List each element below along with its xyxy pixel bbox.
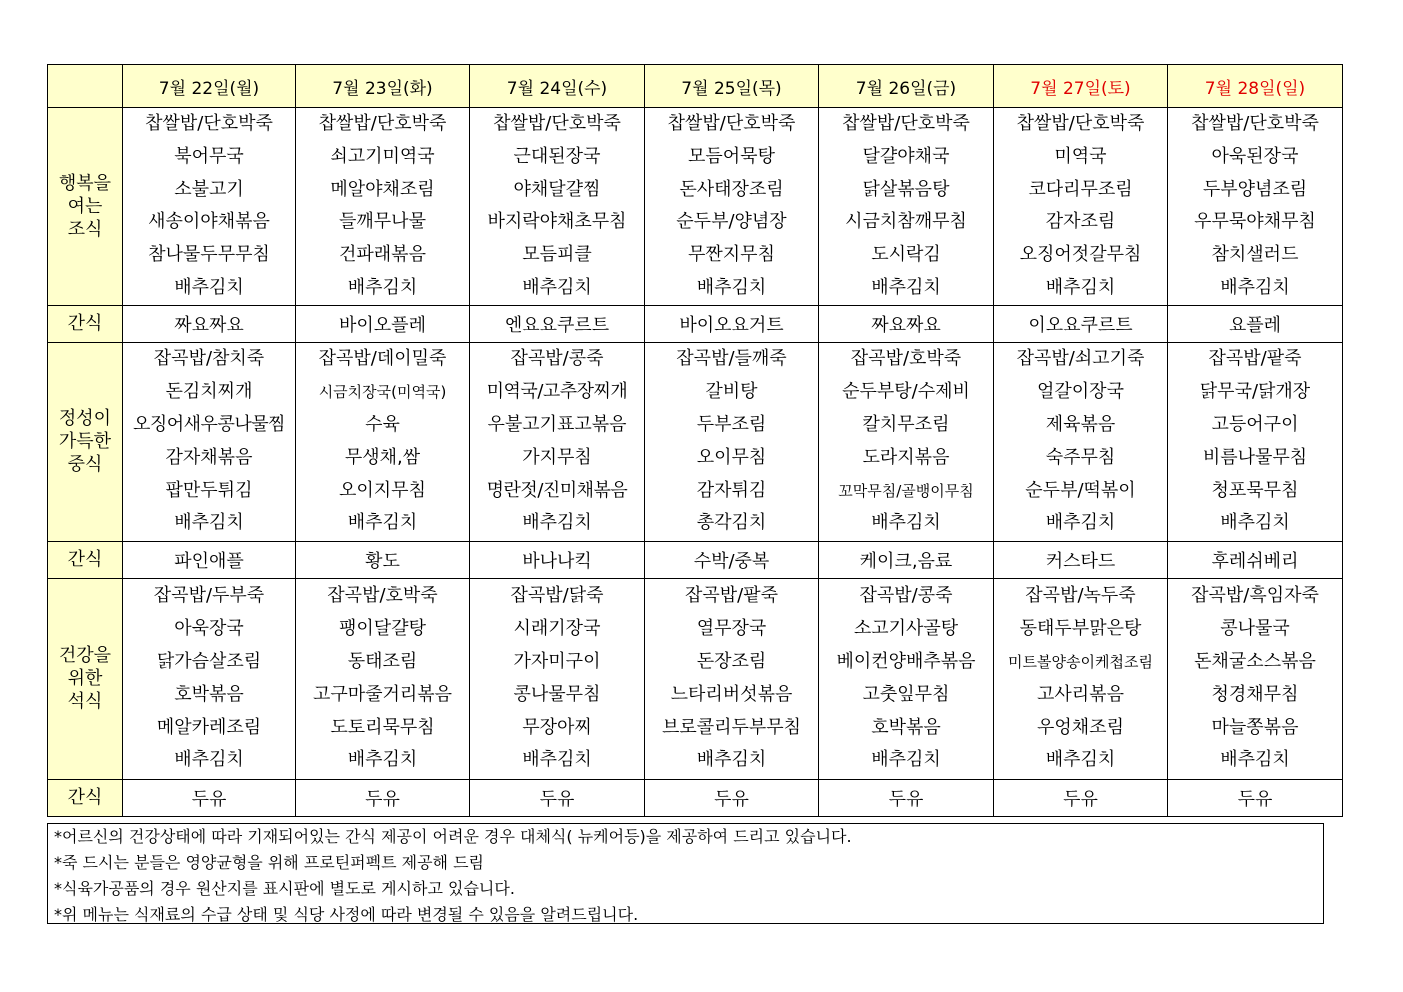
menu-item: 배추김치	[871, 276, 941, 298]
snack-item: 커스타드	[994, 541, 1168, 578]
menu-item: 배추김치	[347, 276, 418, 298]
menu-item: 고춧잎무침	[862, 683, 950, 705]
dinner-menu-cell	[645, 578, 819, 779]
snack-item: 파인애플	[123, 541, 296, 578]
menu-item: 호박볶음	[174, 683, 244, 705]
menu-item: 느타리버섯볶음	[670, 683, 793, 705]
snack-item: 황도	[296, 541, 470, 578]
breakfast-row	[48, 108, 1343, 306]
menu-item: 우불고기표고볶음	[487, 413, 627, 435]
lunch-label	[48, 342, 123, 541]
menu-item: 미트볼양송이케첩조림	[1008, 652, 1153, 671]
menu-item: 배추김치	[522, 749, 592, 771]
menu-item: 배추김치	[696, 276, 767, 298]
lunch-menu-cell	[1168, 342, 1343, 541]
menu-item: 잡곡밥/호박죽	[850, 348, 962, 370]
menu-item: 고사리볶음	[1037, 683, 1124, 705]
menu-item: 고등어구이	[1211, 413, 1299, 435]
menu-item: 베이컨양배추볶음	[836, 650, 976, 672]
menu-item: 감자조림	[1045, 211, 1116, 233]
menu-item: 동태두부맑은탕	[1019, 618, 1142, 640]
menu-item: 팝만두튀김	[165, 479, 253, 501]
menu-item: 배추김치	[1220, 749, 1290, 771]
menu-item: 들깨무나물	[339, 211, 426, 233]
menu-item: 달걀야채국	[862, 145, 950, 167]
menu-item: 잡곡밥/팥죽	[684, 585, 778, 607]
dinner-row	[48, 578, 1343, 779]
snack-item: 엔요요쿠르트	[470, 305, 645, 342]
breakfast-menu-cell	[994, 108, 1168, 306]
menu-item: 감자튀김	[696, 479, 767, 501]
snack-item: 케이크,음료	[819, 541, 994, 578]
menu-item: 돈김치찌개	[165, 381, 253, 403]
day-header: 7월 22일(월)	[123, 65, 296, 108]
menu-item: 비름나물무침	[1202, 446, 1308, 468]
dinner-menu-cell	[819, 578, 994, 779]
menu-item: 숙주무침	[1045, 446, 1116, 468]
header-row	[48, 65, 1343, 108]
lunch-menu-cell	[470, 342, 645, 541]
menu-item: 두부조림	[696, 413, 767, 435]
menu-item: 찹쌀밥/단호박죽	[842, 113, 970, 134]
menu-item: 얼갈이장국	[1037, 381, 1124, 403]
menu-item: 순두부/양념장	[676, 211, 787, 233]
menu-item: 미역국/고추장찌개	[486, 381, 628, 403]
menu-item: 오이무침	[696, 446, 767, 468]
menu-item: 모듬어묵탕	[688, 145, 775, 167]
menu-item: 우엉채조림	[1037, 716, 1124, 738]
breakfast-menu-cell	[470, 108, 645, 306]
menu-item: 잡곡밥/콩죽	[510, 348, 604, 370]
menu-item: 배추김치	[1220, 276, 1290, 298]
menu-item: 잡곡밥/녹두죽	[1025, 585, 1136, 607]
menu-item: 콩나물무침	[513, 683, 601, 705]
snack-row	[48, 541, 1343, 578]
breakfast-menu-cell	[1168, 108, 1343, 306]
menu-item: 메알야채조림	[330, 178, 435, 200]
menu-item: 닭가슴살조림	[156, 650, 262, 672]
label-line: 건강을	[58, 645, 112, 667]
note-line: *어르신의 건강상태에 따라 기재되어있는 간식 제공이 어려운 경우 대체식( 뉴케어등)을 제공하여 드리고 있습니다.	[54, 827, 852, 846]
breakfast-menu-cell	[819, 108, 994, 306]
snack-item: 바이오플레	[296, 305, 470, 342]
snack-item: 두유	[296, 779, 470, 816]
menu-item: 마늘쫑볶음	[1211, 716, 1299, 738]
snack-item: 이오요쿠르트	[994, 305, 1168, 342]
menu-item: 무짠지무침	[688, 244, 775, 266]
menu-item: 잡곡밥/데이밀죽	[318, 348, 447, 370]
weekly-menu-table	[47, 64, 1343, 817]
menu-item: 아욱장국	[174, 618, 244, 640]
label-line: 석식	[67, 691, 103, 713]
menu-item: 잡곡밥/두부죽	[153, 585, 265, 607]
menu-item: 참나물두무무침	[148, 244, 270, 266]
menu-item: 배추김치	[1045, 512, 1116, 534]
menu-item: 배추김치	[522, 276, 592, 298]
menu-item: 청경채무침	[1211, 683, 1299, 705]
day-header-weekend: 7월 27일(토)	[994, 65, 1168, 108]
menu-item: 배추김치	[174, 749, 244, 771]
menu-item: 청포묵무침	[1211, 479, 1299, 501]
label-line: 정성이	[58, 408, 112, 430]
menu-item: 시래기장국	[513, 618, 601, 640]
menu-item: 제육볶음	[1045, 413, 1116, 435]
menu-item: 미역국	[1054, 145, 1107, 167]
label-line: 가득한	[58, 431, 112, 453]
menu-item: 도라지볶음	[862, 446, 950, 468]
label-line: 중식	[67, 454, 103, 476]
lunch-row	[48, 342, 1343, 541]
menu-item: 배추김치	[696, 749, 767, 771]
snack-item: 두유	[819, 779, 994, 816]
day-header: 7월 26일(금)	[819, 65, 994, 108]
snack-label: 간식	[48, 305, 123, 342]
dinner-label	[48, 578, 123, 779]
dinner-menu-cell	[123, 578, 296, 779]
menu-item: 오징어젓갈무침	[1019, 244, 1142, 266]
day-header-weekend: 7월 28일(일)	[1168, 65, 1343, 108]
snack-item: 짜요짜요	[819, 305, 994, 342]
menu-item: 총각김치	[696, 512, 767, 534]
menu-item: 꼬막무침/골뱅이무침	[838, 481, 974, 500]
menu-item: 잡곡밥/호박죽	[327, 585, 438, 607]
snack-item: 두유	[645, 779, 819, 816]
lunch-menu-cell	[819, 342, 994, 541]
menu-item: 두부양념조림	[1202, 178, 1308, 200]
menu-item: 시금치참깨무침	[845, 211, 967, 233]
header-corner	[48, 65, 123, 108]
menu-item: 코다리무조림	[1028, 178, 1133, 200]
label-line: 행복을	[58, 172, 112, 194]
menu-item: 무장아찌	[522, 716, 592, 738]
menu-item: 잡곡밥/콩죽	[859, 585, 953, 607]
menu-item: 수육	[365, 413, 400, 435]
menu-item: 순두부/떡볶이	[1025, 479, 1136, 501]
menu-item: 배추김치	[522, 512, 592, 534]
menu-item: 잡곡밥/참치죽	[153, 348, 265, 370]
breakfast-label	[48, 108, 123, 306]
menu-item: 배추김치	[1045, 276, 1116, 298]
menu-item: 돈사태장조림	[679, 178, 784, 200]
snack-item: 두유	[994, 779, 1168, 816]
breakfast-menu-cell	[296, 108, 470, 306]
menu-item: 잡곡밥/팥죽	[1208, 348, 1302, 370]
menu-item: 바지락야채초무침	[487, 211, 627, 233]
day-header: 7월 24일(수)	[470, 65, 645, 108]
menu-item: 찹쌀밥/단호박죽	[667, 113, 796, 134]
dinner-menu-cell	[1168, 578, 1343, 779]
snack-label: 간식	[48, 779, 123, 816]
menu-item: 배추김치	[347, 749, 418, 771]
notes-box	[47, 823, 1324, 924]
snack-item: 두유	[123, 779, 296, 816]
menu-item: 열무장국	[696, 618, 767, 640]
label-line: 여는	[67, 195, 103, 217]
snack-item: 바나나킥	[470, 541, 645, 578]
menu-item: 소불고기	[174, 178, 244, 200]
snack-item: 후레쉬베리	[1168, 541, 1343, 578]
menu-item: 우무묵야채무침	[1194, 211, 1316, 233]
menu-item: 잡곡밥/닭죽	[510, 585, 604, 607]
menu-item: 도토리묵무침	[330, 716, 435, 738]
menu-item: 찹쌀밥/단호박죽	[1191, 113, 1319, 134]
menu-item: 새송이야채볶음	[148, 211, 270, 233]
breakfast-menu-cell	[645, 108, 819, 306]
snack-item: 짜요짜요	[123, 305, 296, 342]
note-line: *죽 드시는 분들은 영양균형을 위해 프로틴퍼펙트 제공해 드림	[54, 853, 485, 872]
snack-item: 요플레	[1168, 305, 1343, 342]
menu-item: 가지무침	[522, 446, 592, 468]
menu-item: 배추김치	[871, 749, 941, 771]
menu-item: 배추김치	[174, 512, 244, 534]
menu-item: 야채달걀찜	[513, 178, 601, 200]
menu-item: 배추김치	[871, 512, 941, 534]
snack-label: 간식	[48, 541, 123, 578]
menu-item: 도시락김	[871, 244, 941, 266]
menu-item: 갈비탕	[705, 381, 758, 403]
menu-item: 쇠고기미역국	[330, 145, 435, 167]
menu-item: 칼치무조림	[862, 413, 950, 435]
menu-item: 참치샐러드	[1211, 244, 1299, 266]
menu-item: 가자미구이	[513, 650, 601, 672]
lunch-menu-cell	[645, 342, 819, 541]
menu-item: 잡곡밥/쇠고기죽	[1016, 348, 1145, 370]
menu-item: 팽이달걀탕	[339, 618, 426, 640]
menu-item: 닭살볶음탕	[862, 178, 950, 200]
menu-item: 찹쌀밥/단호박죽	[318, 113, 447, 134]
menu-item: 브로콜리두부무침	[661, 716, 802, 738]
menu-item: 고구마줄거리볶음	[312, 683, 453, 705]
snack-row	[48, 779, 1343, 816]
menu-item: 오징어새우콩나물찜	[133, 413, 285, 435]
snack-item: 바이오요거트	[645, 305, 819, 342]
menu-item: 찹쌀밥/단호박죽	[145, 113, 273, 134]
menu-item: 돈채굴소스볶음	[1194, 650, 1316, 672]
menu-item: 무생채,쌈	[344, 446, 421, 468]
snack-item: 수박/중복	[645, 541, 819, 578]
day-header: 7월 23일(화)	[296, 65, 470, 108]
menu-item: 모듬피클	[522, 244, 592, 266]
menu-item: 돈장조림	[696, 650, 767, 672]
menu-item: 배추김치	[1045, 749, 1116, 771]
label-line: 위한	[67, 668, 103, 690]
menu-item: 소고기사골탕	[853, 618, 959, 640]
dinner-menu-cell	[994, 578, 1168, 779]
lunch-menu-cell	[994, 342, 1168, 541]
menu-item: 시금치장국(미역국)	[318, 383, 447, 402]
snack-item: 두유	[1168, 779, 1343, 816]
menu-item: 호박볶음	[871, 716, 941, 738]
menu-item: 근대된장국	[513, 145, 601, 167]
dinner-menu-cell	[470, 578, 645, 779]
menu-item: 잡곡밥/흑임자죽	[1191, 585, 1319, 607]
menu-item: 명란젓/진미채볶음	[486, 479, 628, 501]
day-header: 7월 25일(목)	[645, 65, 819, 108]
breakfast-menu-cell	[123, 108, 296, 306]
note-line: *위 메뉴는 식재료의 수급 상태 및 식당 사정에 따라 변경될 수 있음을 알려드립니다.	[54, 905, 639, 924]
snack-item: 두유	[470, 779, 645, 816]
menu-item: 찹쌀밥/단호박죽	[1016, 113, 1145, 134]
lunch-menu-cell	[123, 342, 296, 541]
snack-row	[48, 305, 1343, 342]
label-line: 조식	[67, 218, 103, 240]
menu-item: 찹쌀밥/단호박죽	[493, 113, 621, 134]
menu-item: 콩나물국	[1220, 618, 1290, 640]
menu-item: 배추김치	[174, 276, 244, 298]
menu-item: 건파래볶음	[339, 244, 426, 266]
dinner-menu-cell	[296, 578, 470, 779]
menu-item: 오이지무침	[339, 479, 426, 501]
menu-item: 배추김치	[347, 512, 418, 534]
menu-item: 동태조림	[347, 650, 418, 672]
menu-item: 감자채볶음	[165, 446, 253, 468]
menu-item: 닭무국/닭개장	[1199, 381, 1311, 403]
menu-item: 아욱된장국	[1211, 145, 1299, 167]
lunch-menu-cell	[296, 342, 470, 541]
menu-item: 순두부탕/수제비	[842, 381, 970, 403]
menu-item: 잡곡밥/들깨죽	[676, 348, 787, 370]
menu-item: 북어무국	[174, 145, 244, 167]
menu-item: 배추김치	[1220, 512, 1290, 534]
menu-item: 메알카레조림	[156, 716, 262, 738]
note-line: *식육가공품의 경우 원산지를 표시판에 별도로 게시하고 있습니다.	[54, 879, 515, 898]
